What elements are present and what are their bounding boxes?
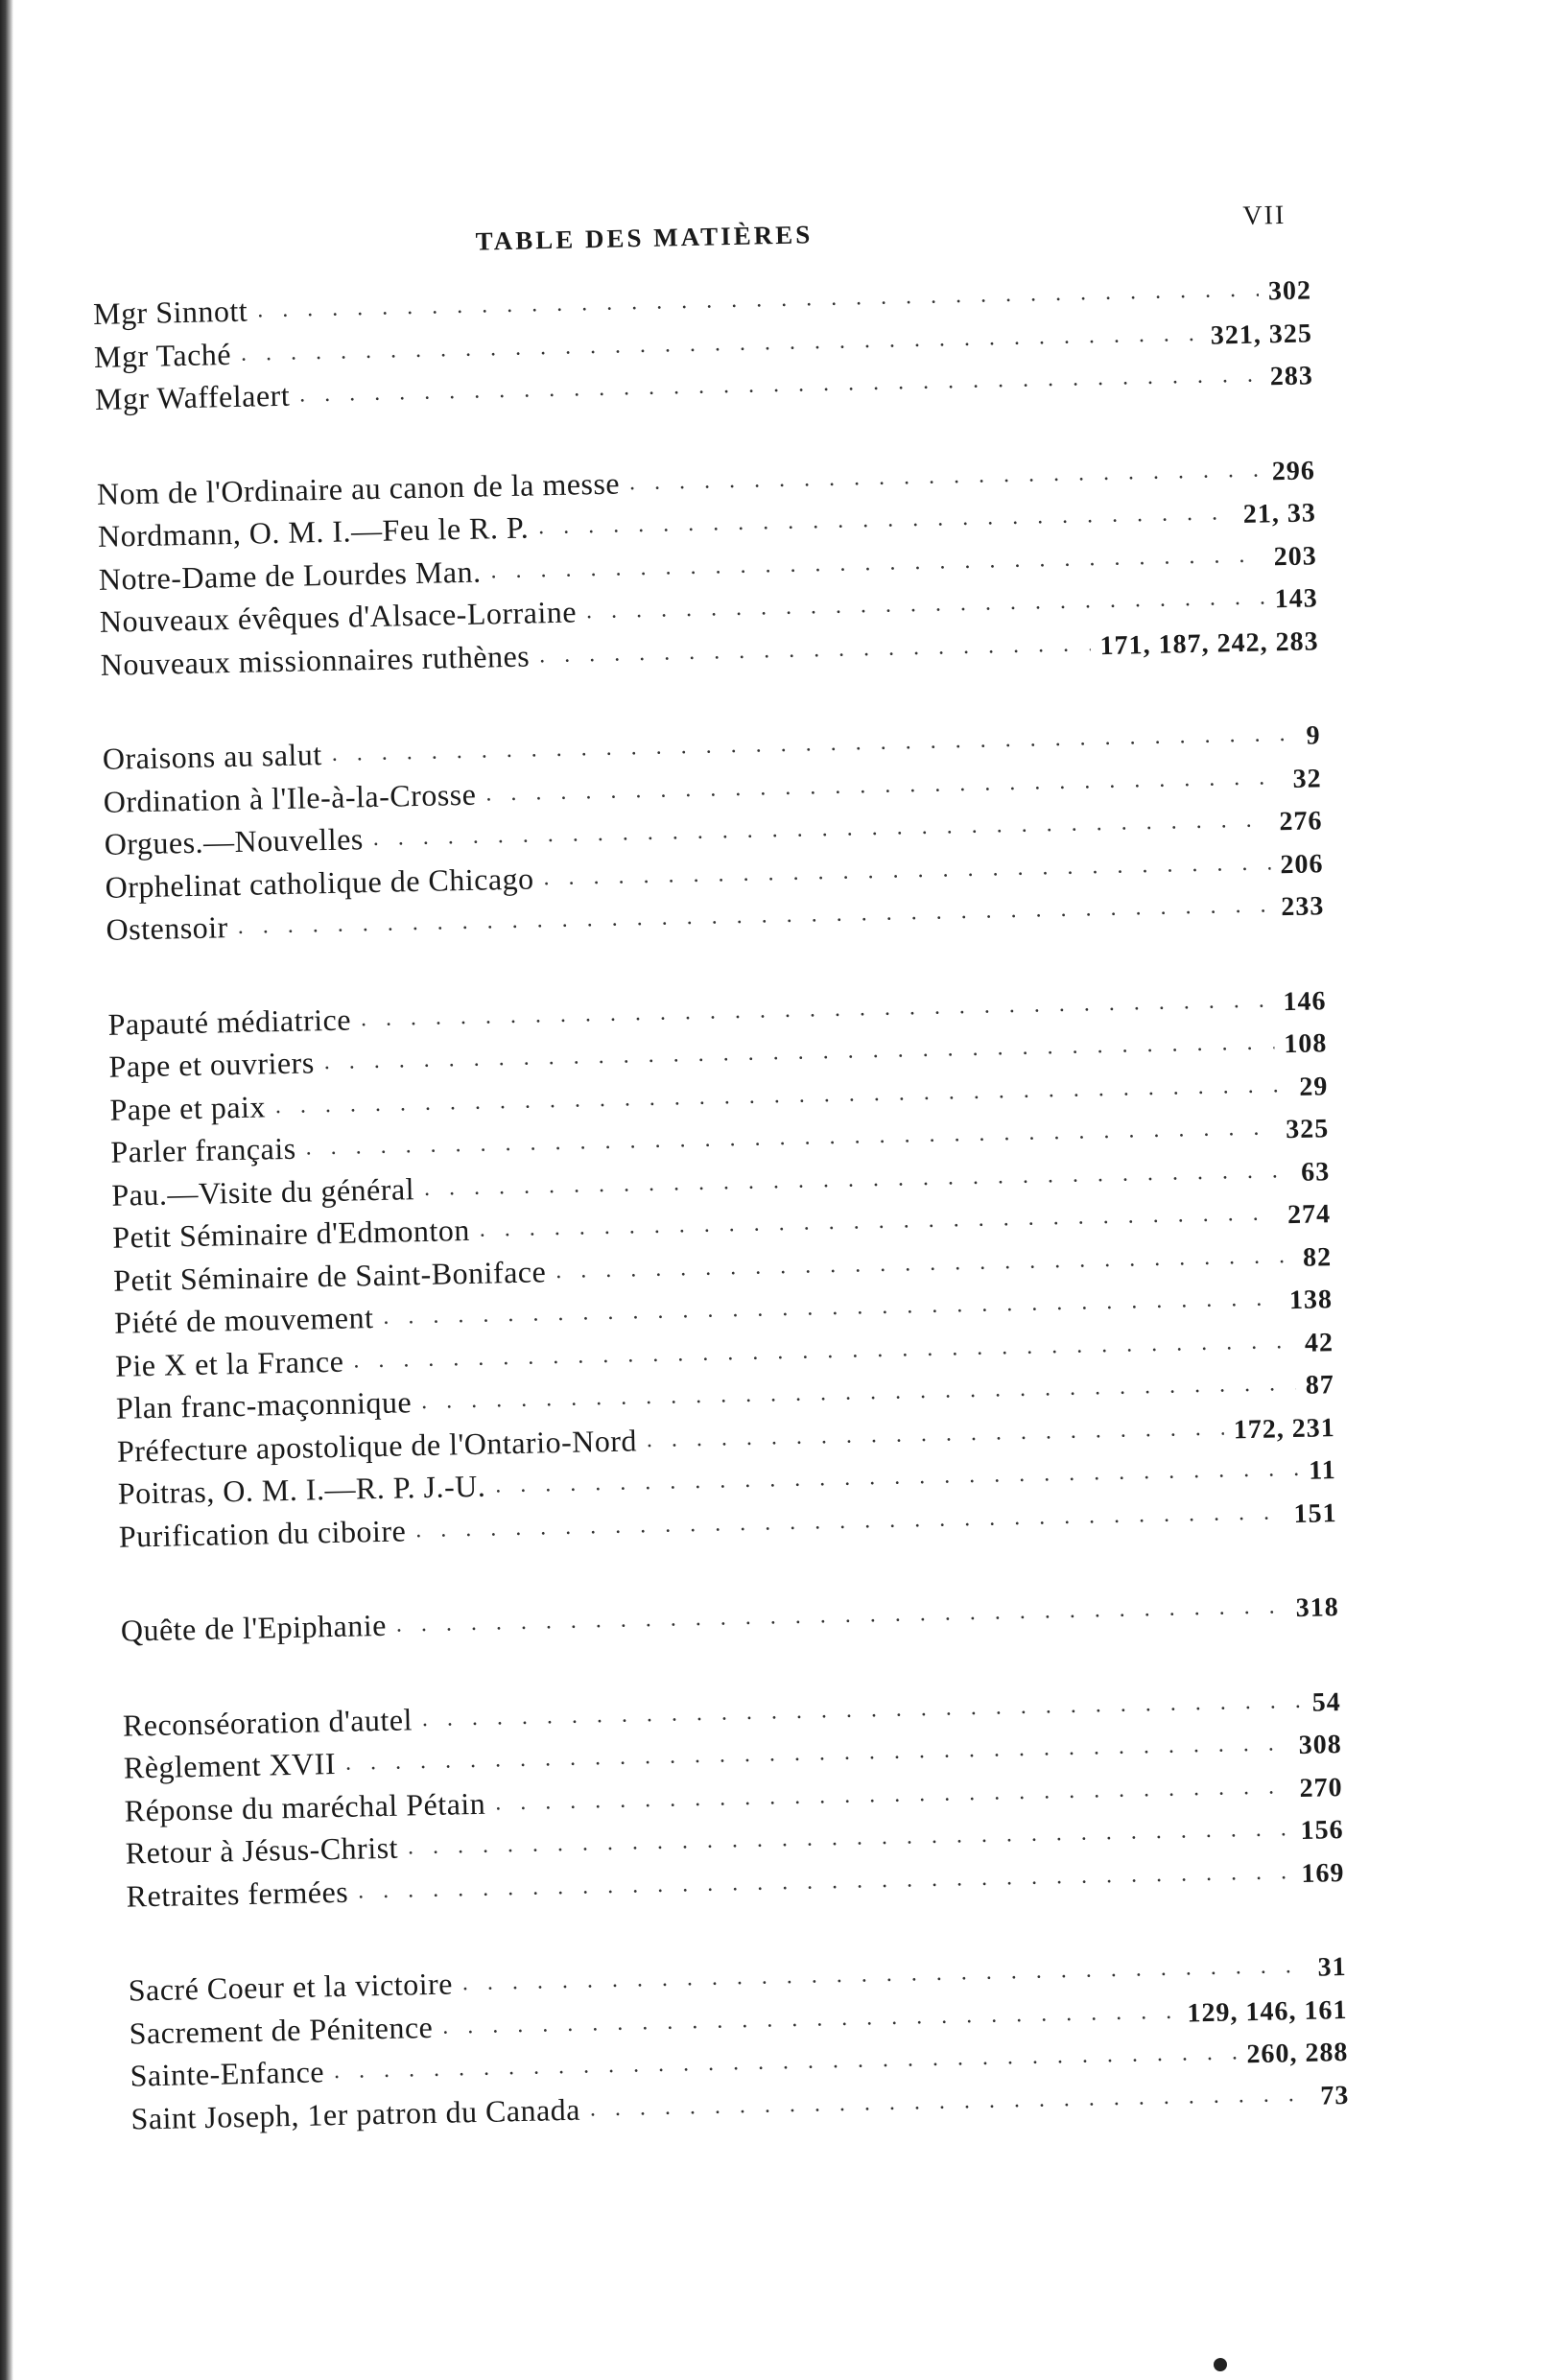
toc-entry-pages: 31 bbox=[1317, 1952, 1347, 1983]
toc-entry-title: Pau.—Visite du général bbox=[110, 1170, 415, 1213]
toc-entry-pages: 87 bbox=[1305, 1370, 1335, 1401]
toc-entry-title: Préfecture apostolique de l'Ontario-Nord bbox=[116, 1422, 638, 1469]
toc-entry-pages: 206 bbox=[1280, 848, 1324, 880]
toc-entry-pages: 318 bbox=[1295, 1592, 1339, 1624]
toc-entry-title: Petit Séminaire de Saint-Boniface bbox=[112, 1253, 547, 1298]
toc-entry-pages: 296 bbox=[1271, 455, 1316, 486]
toc-entry-pages: 270 bbox=[1299, 1772, 1343, 1803]
toc-entry-pages: 11 bbox=[1308, 1455, 1336, 1486]
toc-entry-title: Sacrement de Pénitence bbox=[129, 2009, 434, 2051]
toc-entry-pages: 143 bbox=[1274, 583, 1318, 615]
toc-list bbox=[93, 267, 1350, 2139]
toc-entry-pages: 32 bbox=[1292, 763, 1322, 794]
toc-entry-title: Nom de l'Ordinaire au canon de la messe bbox=[96, 465, 621, 511]
toc-entry-title: Nouveaux évêques d'Alsace-Lorraine bbox=[99, 594, 578, 639]
toc-entry-pages: 29 bbox=[1298, 1071, 1329, 1102]
toc-entry-pages: 233 bbox=[1281, 891, 1325, 923]
toc-entry-pages: 63 bbox=[1300, 1156, 1331, 1188]
toc-entry-pages: 9 bbox=[1306, 720, 1321, 751]
toc-entry-title: Saint Joseph, 1er patron du Canada bbox=[130, 2091, 581, 2136]
toc-entry-title: Reconséoration d'autel bbox=[122, 1701, 413, 1743]
toc-entry bbox=[120, 1584, 1339, 1652]
toc-entry-title: Notre-Dame de Lourdes Man. bbox=[98, 554, 482, 597]
toc-entry-pages: 203 bbox=[1273, 540, 1318, 572]
toc-entry-pages: 156 bbox=[1300, 1815, 1344, 1846]
toc-entry-title: Pie X et la France bbox=[114, 1343, 344, 1383]
toc-entry-pages: 169 bbox=[1301, 1857, 1345, 1889]
toc-entry-title: Retraites fermées bbox=[126, 1873, 349, 1914]
ink-mark bbox=[1214, 2358, 1227, 2371]
toc-entry-title: Orgues.—Nouvelles bbox=[104, 821, 365, 861]
toc-entry-title: Purification du ciboire bbox=[118, 1512, 407, 1554]
toc-entry-pages: 302 bbox=[1267, 275, 1312, 307]
toc-entry-pages: 171, 187, 242, 283 bbox=[1099, 625, 1319, 661]
toc-section-r bbox=[122, 1679, 1344, 1918]
toc-entry-pages: 283 bbox=[1269, 361, 1314, 392]
table-of-contents-page bbox=[91, 190, 1351, 2191]
toc-entry-title: Sainte-Enfance bbox=[130, 2054, 325, 2093]
toc-entry-pages: 260, 288 bbox=[1246, 2037, 1349, 2070]
toc-entry-title: Piété de mouvement bbox=[113, 1300, 374, 1340]
toc-entry-pages: 151 bbox=[1293, 1497, 1337, 1529]
toc-section-q bbox=[120, 1584, 1339, 1652]
toc-section-n bbox=[97, 447, 1319, 686]
page-number: VII bbox=[1242, 200, 1287, 231]
toc-entry-pages: 73 bbox=[1319, 2080, 1350, 2111]
toc-entry-pages: 54 bbox=[1311, 1686, 1342, 1718]
toc-entry-title: Mgr Taché bbox=[93, 336, 232, 374]
toc-section-o bbox=[102, 712, 1324, 951]
toc-section-p bbox=[107, 978, 1337, 1558]
toc-entry-pages: 82 bbox=[1302, 1241, 1333, 1273]
toc-section-m bbox=[93, 267, 1314, 420]
toc-entry-pages: 308 bbox=[1298, 1730, 1342, 1760]
toc-entry-title: Mgr Waffelaert bbox=[94, 377, 291, 416]
toc-entry-title: Mgr Sinnott bbox=[92, 293, 248, 331]
dot-leader bbox=[395, 1585, 1287, 1646]
toc-entry-title: Quête de l'Epiphanie bbox=[120, 1607, 388, 1648]
toc-entry-title: Papauté médiatrice bbox=[107, 1001, 352, 1042]
toc-entry-pages: 274 bbox=[1287, 1199, 1332, 1231]
toc-entry-title: Poitras, O. M. I.—R. P. J.-U. bbox=[117, 1468, 486, 1511]
toc-entry-pages: 321, 325 bbox=[1210, 318, 1313, 351]
toc-entry-title: Sacré Coeur et la victoire bbox=[128, 1966, 454, 2008]
toc-entry-pages: 172, 231 bbox=[1233, 1412, 1336, 1445]
book-spine-shadow bbox=[0, 0, 13, 2380]
toc-entry-title: Règlement XVII bbox=[123, 1746, 337, 1785]
toc-entry-pages: 21, 33 bbox=[1242, 498, 1317, 530]
toc-entry-pages: 108 bbox=[1284, 1028, 1328, 1060]
toc-entry-title: Orphelinat catholique de Chicago bbox=[105, 860, 534, 905]
toc-entry-pages: 129, 146, 161 bbox=[1187, 1994, 1348, 2028]
toc-entry-title: Nouveaux missionnaires ruthènes bbox=[100, 638, 531, 682]
toc-entry-title: Pape et ouvriers bbox=[108, 1045, 316, 1084]
toc-entry-title: Pape et paix bbox=[109, 1088, 267, 1127]
toc-entry-title: Nordmann, O. M. I.—Feu le R. P. bbox=[97, 509, 530, 554]
toc-entry-pages: 276 bbox=[1279, 806, 1323, 837]
toc-entry-title: Oraisons au salut bbox=[102, 737, 323, 776]
toc-entry-pages: 146 bbox=[1283, 985, 1327, 1017]
page-title: TABLE DES MATIÈRES bbox=[475, 220, 814, 256]
toc-entry-title: Parler français bbox=[110, 1130, 296, 1169]
toc-entry-pages: 325 bbox=[1285, 1114, 1330, 1145]
toc-entry-title: Retour à Jésus-Christ bbox=[125, 1829, 399, 1871]
toc-entry-title: Réponse du maréchal Pétain bbox=[124, 1785, 486, 1828]
toc-entry-title: Ostensoir bbox=[106, 909, 229, 947]
toc-entry-title: Ordination à l'Ile-à-la-Crosse bbox=[103, 776, 477, 819]
toc-entry-pages: 42 bbox=[1304, 1327, 1334, 1358]
toc-section-s bbox=[128, 1944, 1349, 2140]
toc-entry-title: Petit Séminaire d'Edmonton bbox=[111, 1212, 471, 1255]
toc-entry-title: Plan franc-maçonnique bbox=[115, 1384, 413, 1426]
toc-entry-pages: 138 bbox=[1288, 1284, 1334, 1316]
